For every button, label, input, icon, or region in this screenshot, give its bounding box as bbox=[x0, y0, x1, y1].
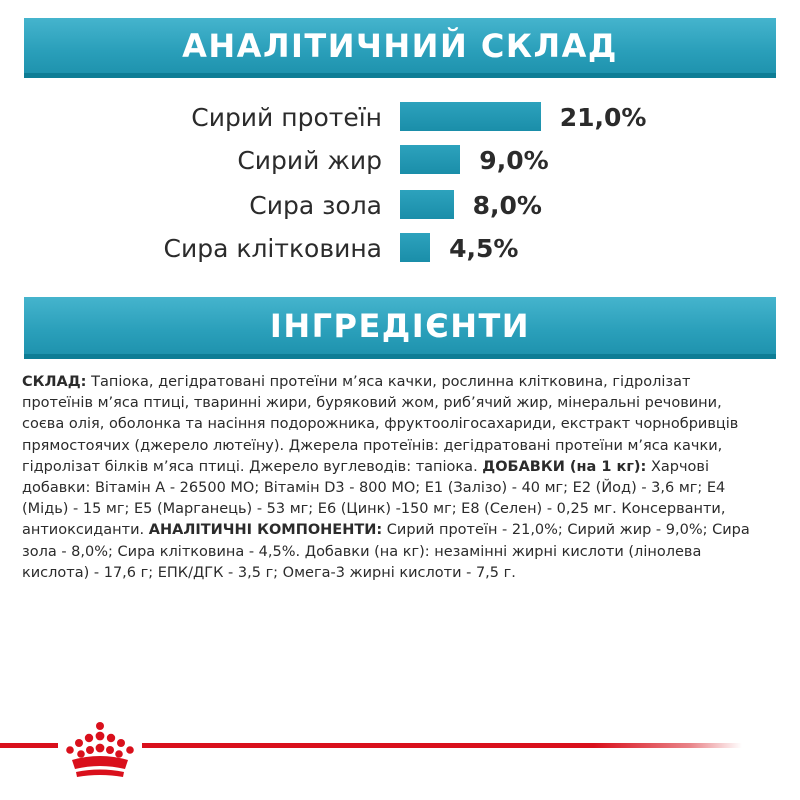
ingredients-line bbox=[22, 499, 778, 520]
nutrient-label: Сира зола bbox=[249, 191, 382, 220]
ingredients-heading: ДОБАВКИ (на 1 кг): bbox=[482, 458, 647, 475]
ingredients-line bbox=[22, 436, 778, 457]
ingredients-text-segment: добавки: Вітамін А - 26500 МО; Вітамін D3 - 800 МО; Е1 (Залізо) - 40 мг; Е2 (Йод) - 3,6 мг; Е4 bbox=[22, 480, 726, 497]
nutrient-value: 9,0% bbox=[479, 146, 549, 175]
ingredients-text-segment: Сирий протеїн - 21,0%; Сирий жир - 9,0%; Сира bbox=[382, 522, 750, 539]
analytic-title: АНАЛІТИЧНИЙ СКЛАД bbox=[182, 26, 618, 65]
nutrient-row-fat bbox=[0, 141, 800, 181]
ingredients-text-segment: антиоксиданти. bbox=[22, 522, 149, 539]
nutrient-row-protein bbox=[0, 98, 800, 138]
ingredients-line bbox=[22, 414, 778, 435]
ingredients-heading: СКЛАД: bbox=[22, 374, 87, 390]
ingredients-title: ІНГРЕДІЄНТИ bbox=[269, 306, 531, 345]
nutrient-label: Сирий жир bbox=[237, 146, 382, 175]
ingredients-heading: АНАЛІТИЧНІ КОМПОНЕНТИ: bbox=[148, 522, 383, 539]
nutrient-value: 21,0% bbox=[559, 103, 647, 132]
ingredients-text-segment: (Мідь) - 15 мг; Е5 (Марганець) - 53 мг; Е6 (Цинк) -150 мг; Е8 (Селен) - 0,25 мг. Консерванти, bbox=[22, 501, 726, 518]
ingredients-text-segment: Тапіока, дегідратовані протеїни м’яса качки, рослинна клітковина, гідролізат bbox=[86, 374, 691, 390]
ingredients-line bbox=[22, 520, 778, 541]
nutrient-bar bbox=[400, 233, 430, 262]
nutrient-label: Сира клітковина bbox=[163, 234, 382, 263]
ingredients-line bbox=[22, 563, 778, 584]
ingredients-text-segment: Харчові bbox=[646, 458, 710, 475]
nutrient-bar bbox=[400, 190, 454, 219]
nutrient-value: 8,0% bbox=[472, 191, 542, 220]
ingredients-line bbox=[22, 457, 778, 478]
ingredients-header bbox=[24, 297, 776, 359]
ingredients-line bbox=[22, 542, 778, 563]
nutrient-row-fibre bbox=[0, 229, 800, 269]
ingredients-line bbox=[22, 478, 778, 499]
analytic-header bbox=[24, 18, 776, 78]
ingredients-line bbox=[22, 393, 778, 414]
ingredients-text-segment: зола - 8,0%; Сира клітковина - 4,5%. Добавки (на кг): незамінні жирні кислоти (лінолева bbox=[22, 543, 702, 560]
ingredients-text-segment: прямостоячих (джерело лютеїну). Джерела протеїнів: дегідратовані протеїни м’яса качки, bbox=[22, 437, 723, 454]
ingredients-text-segment: соєва олія, оболонка та насіння подорожника, фруктоолігосахариди, екстракт чорнобривців bbox=[22, 416, 739, 433]
ingredients-line bbox=[22, 372, 778, 393]
nutrient-value: 4,5% bbox=[449, 234, 519, 263]
nutrient-row-ash bbox=[0, 186, 800, 226]
nutrient-bar bbox=[400, 145, 460, 174]
ingredients-text-segment: протеїнів м’яса птиці, тваринні жири, буряковий жом, риб’ячий жир, мінеральні речовини, bbox=[22, 395, 722, 412]
nutrient-bar bbox=[400, 102, 541, 131]
nutrient-label: Сирий протеїн bbox=[191, 103, 382, 132]
ingredients-text bbox=[22, 372, 778, 584]
ingredients-text-segment: кислота) - 17,6 г; ЕПК/ДГК - 3,5 г; Омега-3 жирні кислоти - 7,5 г. bbox=[22, 564, 516, 581]
ingredients-text-segment: гідролізат білків м’яса птиці. Джерело вуглеводів: тапіока. bbox=[22, 458, 483, 475]
royal-crown-logo bbox=[58, 722, 142, 782]
